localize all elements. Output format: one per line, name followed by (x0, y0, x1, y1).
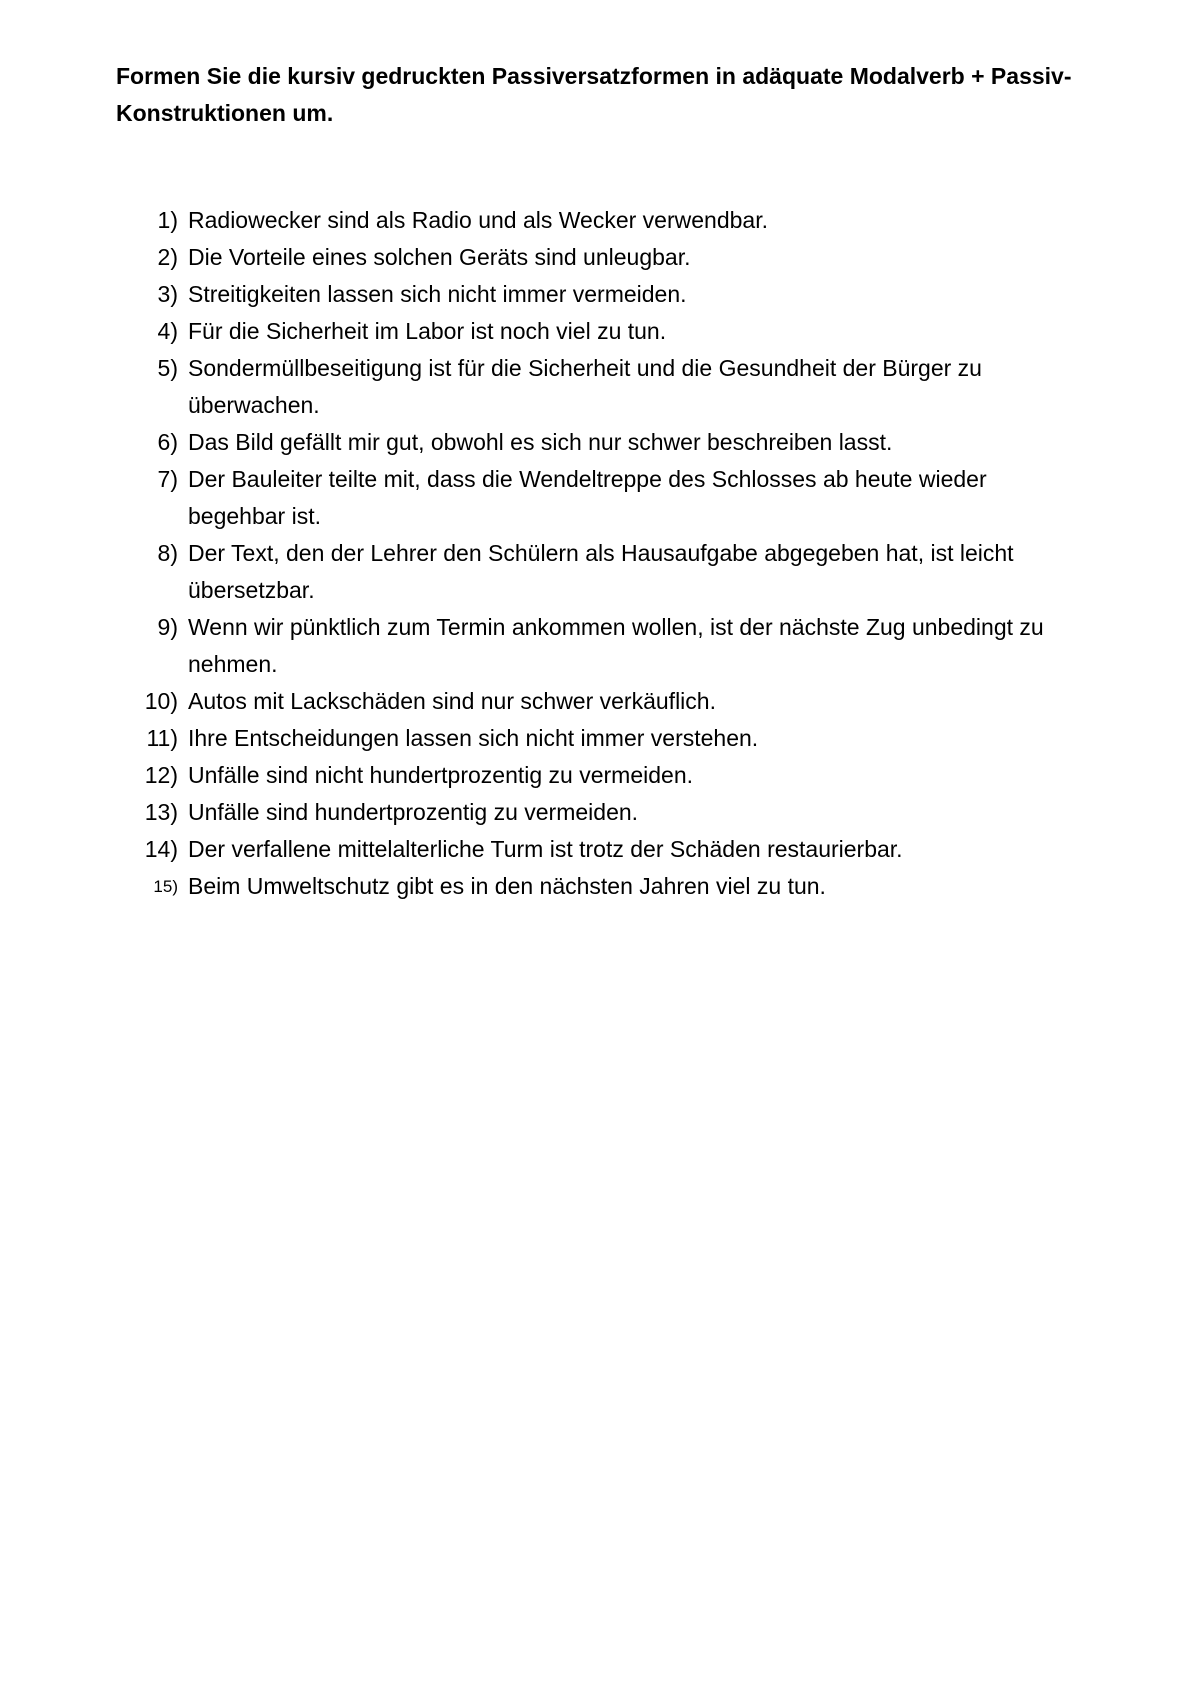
item-number: 1) (157, 207, 178, 233)
item-text: Autos mit Lackschäden sind nur schwer verkäuflich. (188, 688, 716, 714)
item-number: 2) (157, 244, 178, 270)
item-number: 10) (144, 688, 178, 714)
item-text: Beim Umweltschutz gibt es in den nächsten Jahren viel zu tun. (188, 873, 826, 899)
list-item (128, 313, 1088, 350)
exercise-list (128, 202, 1088, 905)
item-text: Der Text, den der Lehrer den Schülern als Hausaufgabe abgegeben hat, ist leicht übersetzbar. (188, 540, 1014, 603)
item-text: Das Bild gefällt mir gut, obwohl es sich nur schwer beschreiben lasst. (188, 429, 893, 455)
list-item (128, 239, 1088, 276)
item-number: 5) (157, 355, 178, 381)
list-item (128, 683, 1088, 720)
item-text: Der Bauleiter teilte mit, dass die Wendeltreppe des Schlosses ab heute wieder begehbar ist. (188, 466, 987, 529)
item-number: 12) (144, 762, 178, 788)
item-text: Wenn wir pünktlich zum Termin ankommen wollen, ist der nächste Zug unbedingt zu nehmen. (188, 614, 1044, 677)
item-number: 9) (157, 614, 178, 640)
item-text: Die Vorteile eines solchen Geräts sind unleugbar. (188, 244, 691, 270)
item-text: Für die Sicherheit im Labor ist noch viel zu tun. (188, 318, 667, 344)
item-text: Unfälle sind nicht hundertprozentig zu vermeiden. (188, 762, 694, 788)
item-number: 14) (144, 836, 178, 862)
item-number: 7) (157, 466, 178, 492)
item-number: 11) (146, 725, 178, 751)
item-number: 4) (157, 318, 178, 344)
list-item (128, 794, 1088, 831)
item-text: Sondermüllbeseitigung ist für die Sicherheit und die Gesundheit der Bürger zu überwachen. (188, 355, 982, 418)
list-item (128, 757, 1088, 794)
item-text: Der verfallene mittelalterliche Turm ist trotz der Schäden restaurierbar. (188, 836, 903, 862)
list-item (128, 720, 1088, 757)
item-text: Radiowecker sind als Radio und als Wecker verwendbar. (188, 207, 768, 233)
list-item (128, 535, 1088, 609)
list-item (128, 609, 1088, 683)
item-number: 13) (144, 799, 178, 825)
list-item (128, 276, 1088, 313)
list-item (128, 461, 1088, 535)
item-text: Unfälle sind hundertprozentig zu vermeiden. (188, 799, 639, 825)
item-number: 15) (153, 877, 178, 896)
item-number: 3) (157, 281, 178, 307)
list-item (128, 868, 1088, 905)
item-text: Ihre Entscheidungen lassen sich nicht immer verstehen. (188, 725, 759, 751)
item-text: Streitigkeiten lassen sich nicht immer vermeiden. (188, 281, 687, 307)
list-item (128, 350, 1088, 424)
list-item (128, 831, 1088, 868)
list-item (128, 424, 1088, 461)
item-number: 8) (157, 540, 178, 566)
list-item (128, 202, 1088, 239)
instruction-heading: Formen Sie die kursiv gedruckten Passiversatzformen in adäquate Modalverb + Passiv-Konstruktionen um. (116, 63, 1072, 126)
item-number: 6) (157, 429, 178, 455)
